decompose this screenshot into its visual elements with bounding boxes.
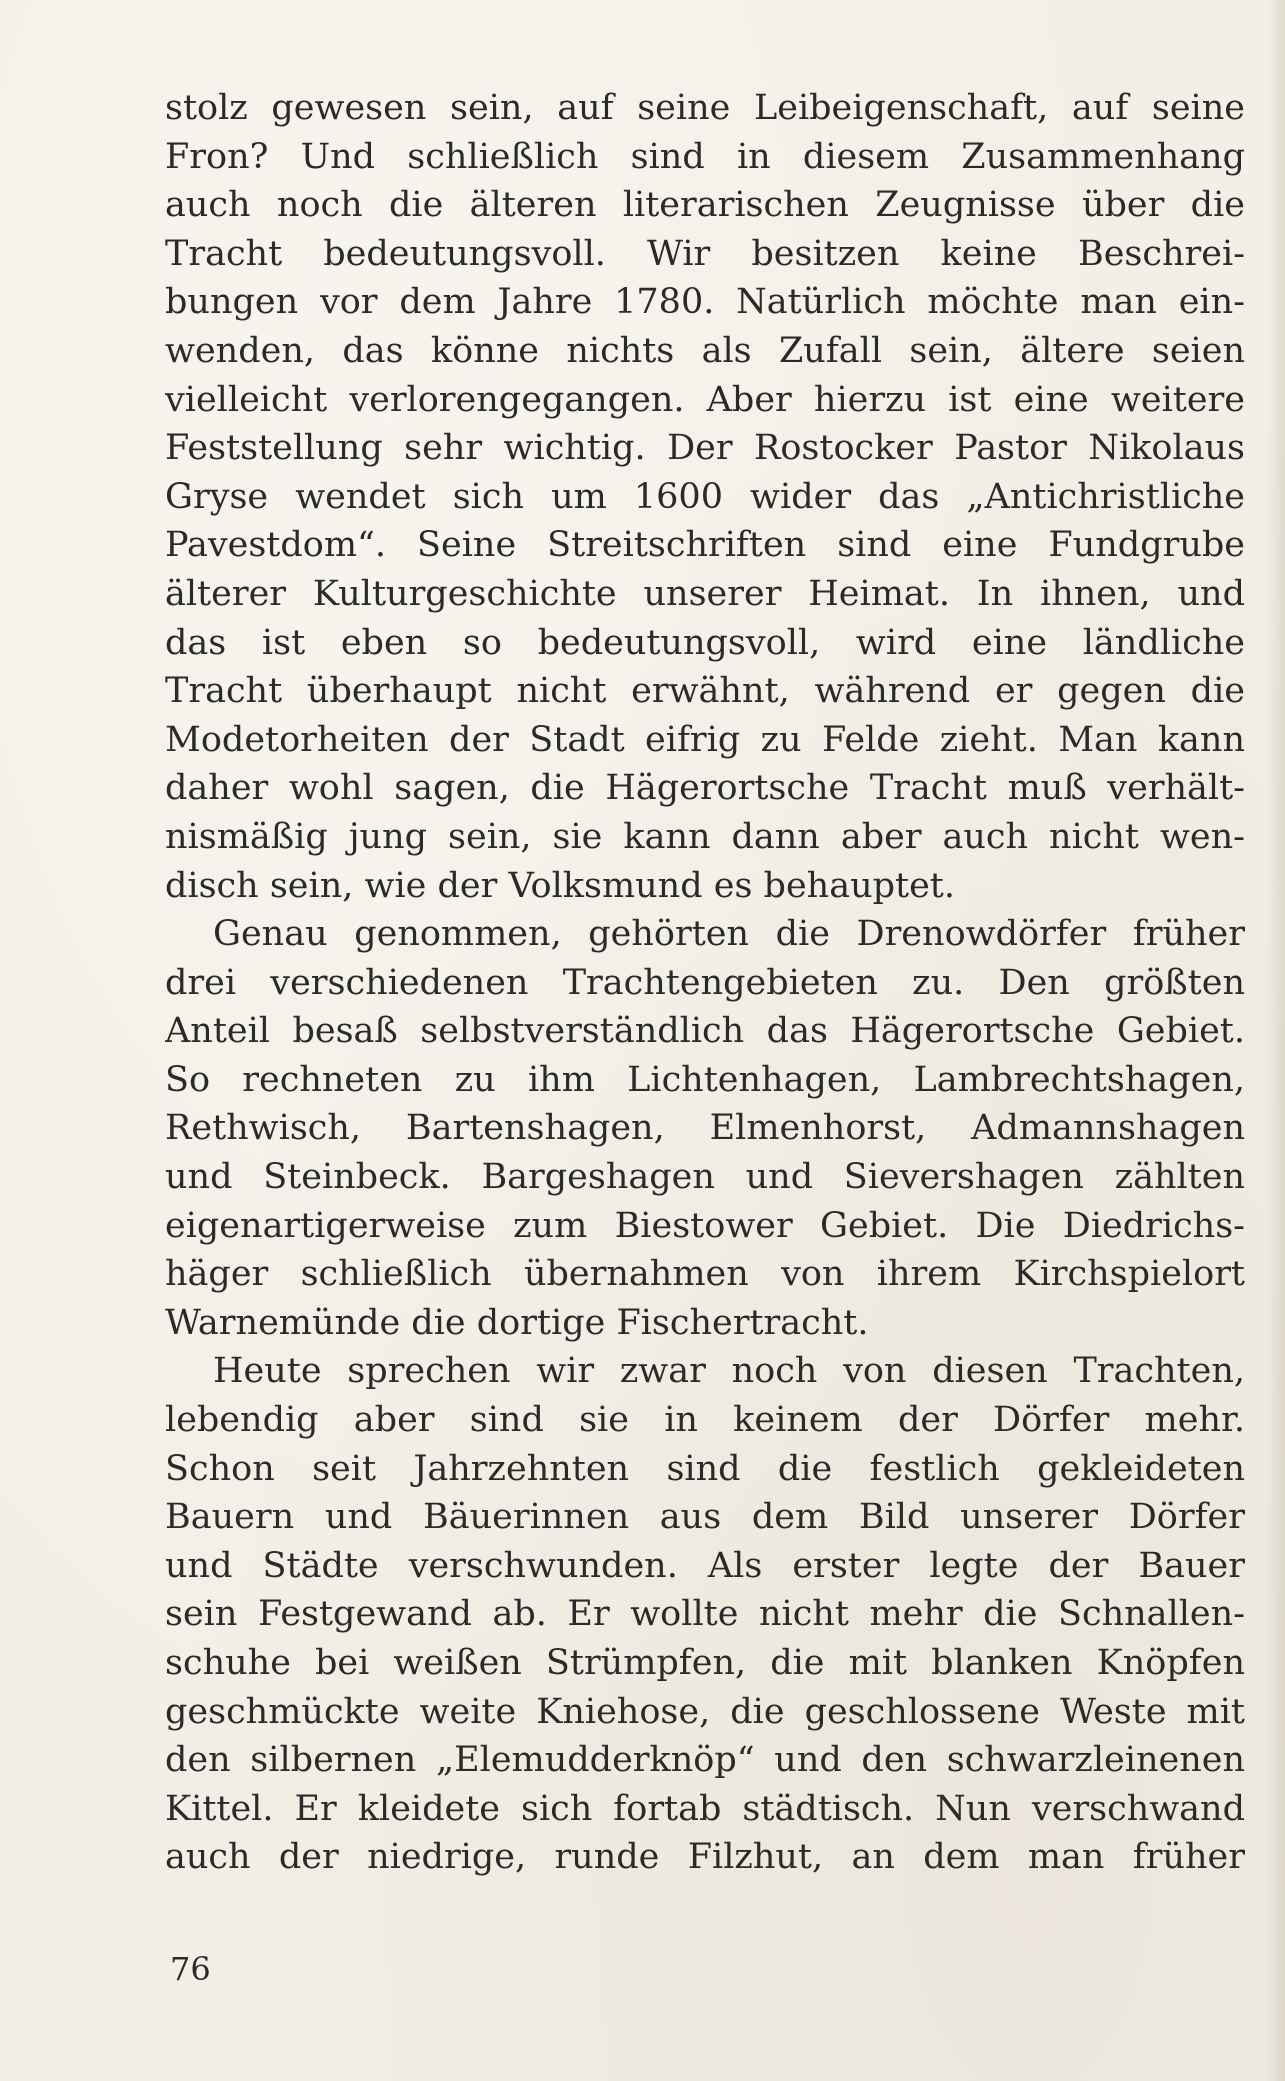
text-line: Tracht bedeutungsvoll. Wir besitzen keine Beschrei- xyxy=(165,233,1245,274)
text-line: Modetorheiten der Stadt eifrig zu Felde zieht. Man kann xyxy=(165,719,1245,760)
text-line: Bauern und Bäuerinnen aus dem Bild unserer Dörfer xyxy=(165,1497,1245,1538)
text-line: Kittel. Er kleidete sich fortab städtisch. Nun verschwand xyxy=(165,1788,1245,1829)
text-line: und Steinbeck. Bargeshagen und Sievershagen zählten xyxy=(165,1157,1245,1198)
text-line: disch sein, wie der Volksmund es behauptet. xyxy=(165,865,955,906)
text-line: nismäßig jung sein, sie kann dann aber auch nicht wen- xyxy=(165,816,1245,857)
text-line: älterer Kulturgeschichte unserer Heimat. In ihnen, und xyxy=(165,573,1245,614)
text-line: geschmückte weite Kniehose, die geschlossene Weste mit xyxy=(165,1691,1245,1732)
text-line: häger schließlich übernahmen von ihrem Kirchspielort xyxy=(165,1254,1245,1295)
text-line: Anteil besaß selbstverständlich das Hägerortsche Gebiet. xyxy=(165,1011,1245,1052)
text-line: den silbernen „Elemudderknöp“ und den schwarzleinenen xyxy=(165,1740,1245,1781)
text-line: Feststellung sehr wichtig. Der Rostocker Pastor Nikolaus xyxy=(165,428,1245,469)
text-line: Schon seit Jahrzehnten sind die festlich gekleideten xyxy=(165,1448,1245,1489)
text-line: Fron? Und schließlich sind in diesem Zusammenhang xyxy=(165,136,1245,177)
text-line: drei verschiedenen Trachtengebieten zu. Den größten xyxy=(165,962,1245,1003)
text-line: auch der niedrige, runde Filzhut, an dem man früher xyxy=(165,1837,1245,1878)
text-line: schuhe bei weißen Strümpfen, die mit blanken Knöpfen xyxy=(165,1643,1245,1683)
body-text xyxy=(165,84,1245,1882)
page-number: 76 xyxy=(170,1950,211,1988)
text-line: bungen vor dem Jahre 1780. Natürlich möchte man ein- xyxy=(165,282,1245,323)
text-line: Pavestdom“. Seine Streitschriften sind eine Fundgrube xyxy=(165,525,1245,566)
text-line: Tracht überhaupt nicht erwähnt, während er gegen die xyxy=(165,671,1245,712)
text-line: Rethwisch, Bartenshagen, Elmenhorst, Admannshagen xyxy=(165,1108,1245,1149)
text-line: eigenartigerweise zum Biestower Gebiet. Die Diedrichs- xyxy=(165,1205,1245,1246)
text-line: Genau genommen, gehörten die Drenowdörfer früher xyxy=(213,914,1245,955)
text-line: Gryse wendet sich um 1600 wider das „Antichristliche xyxy=(165,476,1245,517)
text-line: daher wohl sagen, die Hägerortsche Tracht muß verhält- xyxy=(165,768,1245,809)
text-line: und Städte verschwunden. Als erster legte der Bauer xyxy=(165,1545,1245,1586)
text-line: sein Festgewand ab. Er wollte nicht mehr die Schnallen- xyxy=(165,1594,1245,1635)
text-line: wenden, das könne nichts als Zufall sein, ältere seien xyxy=(165,330,1245,371)
page-edge-shadow xyxy=(1267,0,1285,2081)
text-line: vielleicht verlorengegangen. Aber hierzu ist eine weitere xyxy=(165,379,1245,420)
text-line: stolz gewesen sein, auf seine Leibeigenschaft, auf seine xyxy=(165,88,1245,128)
text-line: das ist eben so bedeutungsvoll, wird eine ländliche xyxy=(165,622,1245,663)
text-line: Heute sprechen wir zwar noch von diesen Trachten, xyxy=(213,1351,1245,1392)
text-line: auch noch die älteren literarischen Zeugnisse über die xyxy=(165,185,1245,226)
text-line: lebendig aber sind sie in keinem der Dörfer mehr. xyxy=(165,1400,1245,1441)
text-line: Warnemünde die dortige Fischertracht. xyxy=(165,1302,869,1343)
text-line: So rechneten zu ihm Lichtenhagen, Lambrechtshagen, xyxy=(165,1059,1245,1100)
